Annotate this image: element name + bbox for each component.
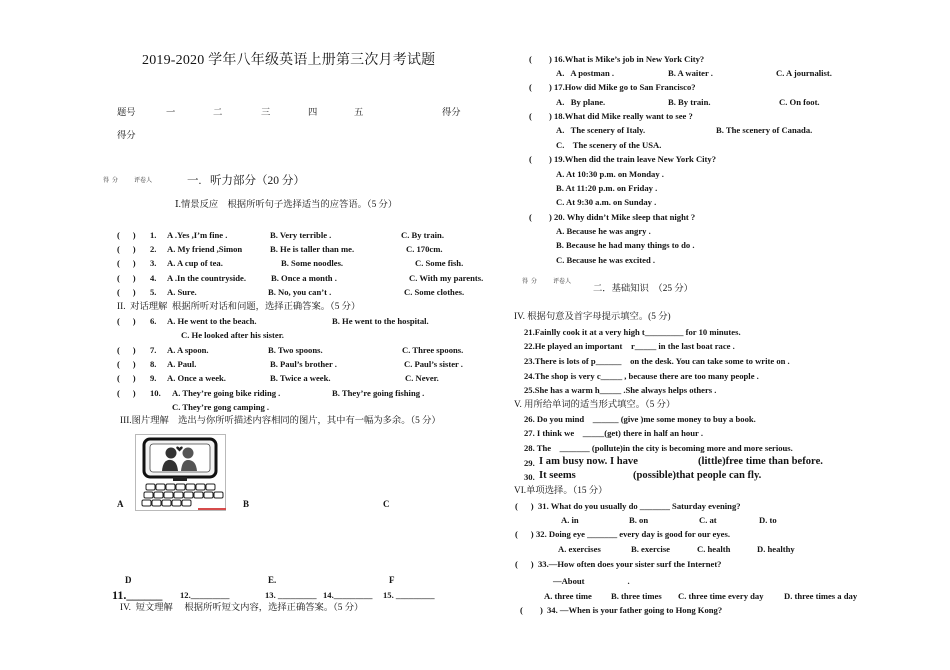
option-c: C. three time every day xyxy=(678,591,764,601)
option-c: C. Some fish. xyxy=(415,258,464,268)
answer-blank[interactable]: 12._________ xyxy=(180,590,230,600)
fill-item[interactable]: 22.He played an important r_____ in the last boat race . xyxy=(524,341,735,351)
answer-bracket[interactable]: ( ) xyxy=(117,373,136,383)
option-c: C. At 9:30 a.m. on Sunday . xyxy=(556,197,657,207)
page-title: 2019-2020 学年八年级英语上册第三次月考试题 xyxy=(142,53,436,68)
option-a: A. A spoon. xyxy=(167,345,209,355)
fill-item[interactable]: 25.She has a warm h_____ .She always helps others . xyxy=(524,385,717,395)
fill-item-text: (possible)that people can fly. xyxy=(633,470,762,481)
option-b: B. three times xyxy=(611,591,662,601)
question-stem: 20. Why didn’t Mike sleep that night ? xyxy=(554,212,696,222)
option-c: C. Three spoons. xyxy=(402,345,464,355)
question-stem: 17.How did Mike go to San Francisco? xyxy=(554,82,696,92)
question-number: 2. xyxy=(150,244,157,254)
option-b: B. Very terrible . xyxy=(270,230,332,240)
option-d: D. healthy xyxy=(757,544,795,554)
answer-bracket[interactable]: ( ) xyxy=(117,258,136,268)
option-b: B. Once a month . xyxy=(271,273,337,283)
picture-label-a: A xyxy=(117,499,124,509)
answer-blank[interactable]: 15. _________ xyxy=(383,590,435,600)
option-c: C. By train. xyxy=(401,230,444,240)
option-a: A. The scenery of Italy. xyxy=(556,125,646,135)
option-a: A. My friend ,Simon xyxy=(167,244,243,254)
option-c: C. The scenery of the USA. xyxy=(556,140,662,150)
option-b: B. The scenery of Canada. xyxy=(716,125,813,135)
option-a: A. Paul. xyxy=(167,359,197,369)
question-number: 7. xyxy=(150,345,157,355)
answer-blank[interactable]: 14._________ xyxy=(323,590,373,600)
option-a: A .Yes ,I’m fine . xyxy=(167,230,228,240)
question-number: 29. xyxy=(524,458,535,468)
question-stem: 34. —When is your father going to Hong Kong? xyxy=(547,605,723,615)
picture-label-b: B xyxy=(243,499,250,509)
option-b: B. At 11:20 p.m. on Friday . xyxy=(556,183,658,193)
question-number: 4. xyxy=(150,273,157,283)
option-a: A. A postman . xyxy=(556,68,615,78)
part-instruction: VI.单项选择。（15 分） xyxy=(514,486,608,496)
answer-bracket[interactable]: ( ) xyxy=(529,111,552,121)
option-b: B. Two spoons. xyxy=(268,345,323,355)
option-a: A. exercises xyxy=(558,544,601,554)
answer-bracket[interactable]: ( ) xyxy=(520,605,543,615)
option-b: B. A waiter . xyxy=(668,68,713,78)
question-number: 8. xyxy=(150,359,157,369)
part-instruction: II. 对话理解 根据所听对话和问题，选择正确答案。（5 分） xyxy=(117,302,361,312)
question-number: 3. xyxy=(150,258,157,268)
option-a: A. in xyxy=(561,515,579,525)
grader-score-label: 得 分 xyxy=(522,279,538,285)
picture-label-e: E. xyxy=(268,575,277,585)
option-b: B. Some noodles. xyxy=(281,258,344,268)
answer-bracket[interactable]: ( ) xyxy=(529,212,552,222)
option-c: C. A journalist. xyxy=(776,68,832,78)
fill-item[interactable]: 21.Fainlly cook it at a very high t_________ for 10 minutes. xyxy=(524,327,741,337)
option-c: C. With my parents. xyxy=(409,273,484,283)
question-number: 6. xyxy=(150,316,157,326)
grader-score-label: 得 分 xyxy=(103,178,119,184)
cinema-picture xyxy=(135,434,227,514)
option-b: B. No, you can’t . xyxy=(268,287,332,297)
score-table-header: 得分 xyxy=(442,108,461,118)
option-c: C. They’re gong camping . xyxy=(172,402,270,412)
question-stem: 31. What do you usually do _______ Saturday evening? xyxy=(538,501,741,511)
answer-bracket[interactable]: ( ) xyxy=(117,244,136,254)
answer-bracket[interactable]: ( ) xyxy=(529,154,552,164)
picture-label-f: F xyxy=(389,575,395,585)
answer-bracket[interactable]: ( ) xyxy=(117,273,136,283)
option-c: C. On foot. xyxy=(779,97,820,107)
part-instruction: IV. 短文理解 根据所听短文内容，选择正确答案。（5 分） xyxy=(120,603,364,613)
score-table-row-label: 得分 xyxy=(117,131,136,141)
score-table-header: 一 xyxy=(166,108,176,118)
score-table-header: 二 xyxy=(213,108,223,118)
answer-bracket[interactable]: ( ) xyxy=(529,82,552,92)
score-table-header: 五 xyxy=(354,108,364,118)
fill-item-text[interactable]: I am busy now. I have xyxy=(539,456,638,467)
option-b: B. He is taller than me. xyxy=(270,244,355,254)
part-instruction: V. 用所给单词的适当形式填空。（5 分） xyxy=(514,400,676,410)
option-b: B. Twice a week. xyxy=(270,373,331,383)
question-number: 1. xyxy=(150,230,157,240)
part-instruction: Ⅰ.情景反应 根据所听句子选择适当的应答语。（5 分） xyxy=(175,200,398,210)
fill-item[interactable]: 23.There is lots of p______ on the desk. You can take some to write on . xyxy=(524,356,790,366)
option-a: A. They’re going bike riding . xyxy=(172,388,281,398)
option-b: B. exercise xyxy=(631,544,670,554)
option-c: C. 170cm. xyxy=(406,244,443,254)
option-a: A. Once a week. xyxy=(167,373,226,383)
option-c: C. Some clothes. xyxy=(404,287,465,297)
part-instruction: IV. 根据句意及首字母提示填空。(5 分) xyxy=(514,312,671,322)
option-c: C. Paul’s sister . xyxy=(404,359,463,369)
picture-label-d: D xyxy=(125,575,132,585)
option-a: A. He went to the beach. xyxy=(167,316,257,326)
section-heading-basics: 二．基础知识 （25 分） xyxy=(593,284,693,294)
answer-bracket[interactable]: ( ) xyxy=(515,559,534,569)
fill-item-text: (little)free time than before. xyxy=(698,456,823,467)
option-a: A. At 10:30 p.m. on Monday . xyxy=(556,169,664,179)
score-table-header: 四 xyxy=(308,108,318,118)
part-instruction: III.图片理解 选出与你所听描述内容相同的图片，其中有一幅为多余。（5 分） xyxy=(120,416,441,426)
option-b: B. He went to the hospital. xyxy=(332,316,429,326)
answer-blank[interactable]: 11.______ xyxy=(112,588,163,602)
option-b: B. on xyxy=(629,515,649,525)
grader-marker-label: 评卷人 xyxy=(134,178,153,184)
fill-item[interactable]: 26. Do you mind ______ (give )me some money to buy a book. xyxy=(524,414,756,424)
answer-blank[interactable]: 13. _________ xyxy=(265,590,317,600)
option-b: B. Because he had many things to do . xyxy=(556,240,695,250)
option-b: B. They’re going fishing . xyxy=(332,388,425,398)
answer-bracket[interactable]: ( ) xyxy=(117,230,136,240)
option-a: A .In the countryside. xyxy=(167,273,247,283)
answer-bracket[interactable]: ( ) xyxy=(117,388,136,398)
answer-bracket[interactable]: ( ) xyxy=(515,529,534,539)
grader-marker-label: 评卷人 xyxy=(553,279,572,285)
fill-item[interactable]: 27. I think we _____(get) there in half an hour . xyxy=(524,428,703,438)
fill-item[interactable]: 24.The shop is very c_____ , because there are too many people . xyxy=(524,371,759,381)
answer-bracket[interactable]: ( ) xyxy=(515,501,534,511)
question-stem: 32. Doing eye _______ every day is good for our eyes. xyxy=(536,529,730,539)
option-c: C. Never. xyxy=(405,373,439,383)
option-a: A. Because he was angry . xyxy=(556,226,651,236)
question-stem: 33.—How often does your sister surf the Internet? xyxy=(538,559,722,569)
option-a: A. Sure. xyxy=(167,287,197,297)
answer-bracket[interactable]: ( ) xyxy=(117,345,136,355)
option-d: D. to xyxy=(759,515,777,525)
question-number: 30. xyxy=(524,472,535,482)
option-d: D. three times a day xyxy=(784,591,858,601)
option-c: C. He looked after his sister. xyxy=(181,330,284,340)
answer-bracket[interactable]: ( ) xyxy=(117,359,136,369)
answer-bracket[interactable]: ( ) xyxy=(117,287,136,297)
option-a: A. By plane. xyxy=(556,97,606,107)
score-table-header: 题号 xyxy=(117,108,136,118)
dialogue-reply: —About . xyxy=(553,576,630,586)
question-stem: 19.When did the train leave New York City? xyxy=(554,154,717,164)
option-c: C. at xyxy=(699,515,717,525)
option-c: C. Because he was excited . xyxy=(556,255,656,265)
question-stem: 16.What is Mike’s job in New York City? xyxy=(554,54,705,64)
section-heading-listening: 一. 听力部分（20 分） xyxy=(187,175,305,187)
option-b: B. By train. xyxy=(668,97,711,107)
option-c: C. health xyxy=(697,544,731,554)
option-b: B. Paul’s brother . xyxy=(270,359,337,369)
answer-bracket[interactable]: ( ) xyxy=(117,316,136,326)
answer-bracket[interactable]: ( ) xyxy=(529,54,552,64)
fill-item[interactable]: 28. The _______ (pollute)in the city is becoming more and more serious. xyxy=(524,443,793,453)
question-stem: 18.What did Mike really want to see ? xyxy=(554,111,693,121)
question-number: 10. xyxy=(150,388,161,398)
question-number: 9. xyxy=(150,373,157,383)
option-a: A. A cup of tea. xyxy=(167,258,223,268)
fill-item-text[interactable]: It seems xyxy=(539,470,576,481)
option-a: A. three time xyxy=(544,591,592,601)
picture-label-c: C xyxy=(383,499,390,509)
question-number: 5. xyxy=(150,287,157,297)
score-table-header: 三 xyxy=(261,108,271,118)
